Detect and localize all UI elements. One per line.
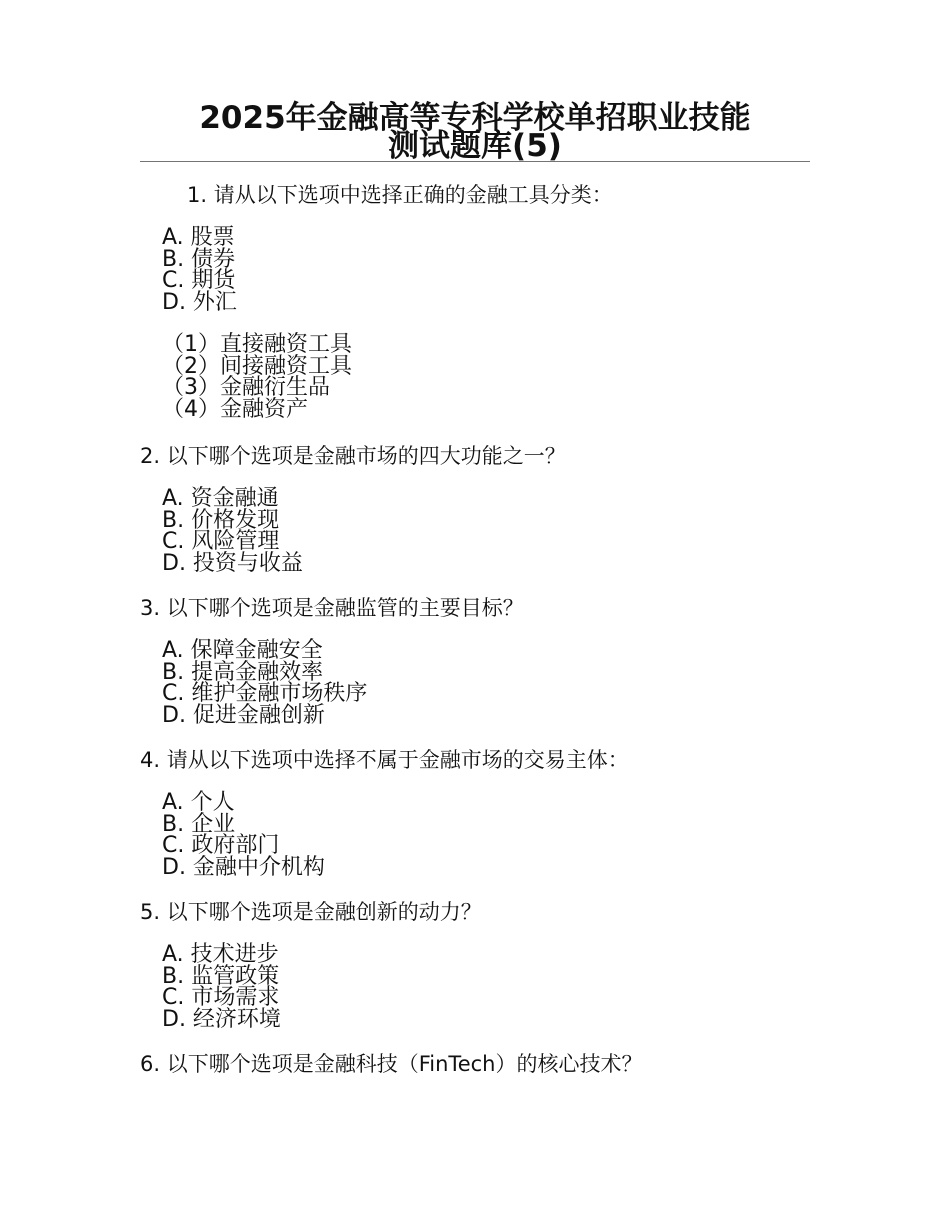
question-4-options — [162, 792, 325, 878]
question-text: 请从以下选项中选择不属于金融市场的交易主体： — [166, 748, 629, 772]
option-b: B. 提高金融效率 — [162, 659, 324, 685]
title-divider — [140, 161, 810, 162]
question-1-sub-options — [162, 334, 352, 420]
question-number: 3. — [140, 596, 161, 620]
question-5-options — [162, 944, 281, 1030]
option-b: B. 监管政策 — [162, 963, 280, 989]
document-title — [140, 100, 810, 164]
sub-option-1: （1）直接融资工具 — [162, 332, 352, 357]
option-b: B. 企业 — [162, 811, 236, 837]
question-4 — [140, 747, 629, 773]
question-2 — [140, 443, 566, 469]
option-c: C. 市场需求 — [162, 985, 280, 1010]
option-d: D. 投资与收益 — [162, 550, 303, 576]
option-a: A. 股票 — [162, 225, 235, 250]
question-6 — [140, 1051, 642, 1077]
option-a: A. 资金融通 — [162, 486, 279, 511]
option-a: A. 保障金融安全 — [162, 638, 323, 663]
question-5 — [140, 899, 482, 925]
option-c: C. 政府部门 — [162, 833, 280, 858]
sub-option-3: （3）金融衍生品 — [162, 375, 330, 400]
question-text: 以下哪个选项是金融监管的主要目标？ — [166, 596, 524, 620]
option-c: C. 期货 — [162, 268, 236, 293]
question-number: 2. — [140, 444, 161, 468]
question-number: 6. — [140, 1052, 161, 1076]
question-number: 4. — [140, 748, 161, 772]
question-text: 以下哪个选项是金融科技（FinTech）的核心技术？ — [166, 1052, 643, 1076]
option-a: A. 技术进步 — [162, 942, 279, 967]
question-text: 以下哪个选项是金融创新的动力？ — [166, 900, 482, 924]
option-b: B. 价格发现 — [162, 507, 280, 533]
title-line-1: 2025年金融高等专科学校单招职业技能 — [199, 100, 751, 136]
option-d: D. 经济环境 — [162, 1006, 281, 1032]
option-b: B. 债券 — [162, 246, 236, 272]
question-text: 以下哪个选项是金融市场的四大功能之一？ — [166, 444, 566, 468]
sub-option-2: （2）间接融资工具 — [162, 353, 352, 379]
sub-option-4: （4）金融资产 — [162, 396, 308, 422]
option-d: D. 促进金融创新 — [162, 702, 325, 728]
question-number: 5. — [140, 900, 161, 924]
option-d: D. 外汇 — [162, 289, 237, 315]
title-line-2: 测试题库(5) — [388, 128, 562, 164]
option-c: C. 维护金融市场秩序 — [162, 681, 368, 706]
question-1 — [187, 182, 613, 208]
question-2-options — [162, 488, 303, 574]
question-1-options — [162, 227, 237, 313]
option-d: D. 金融中介机构 — [162, 854, 325, 880]
question-3-options — [162, 640, 367, 726]
question-number: 1. — [187, 183, 208, 207]
question-3 — [140, 595, 524, 621]
question-text: 请从以下选项中选择正确的金融工具分类： — [213, 183, 613, 207]
option-c: C. 风险管理 — [162, 529, 280, 554]
option-a: A. 个人 — [162, 790, 235, 815]
